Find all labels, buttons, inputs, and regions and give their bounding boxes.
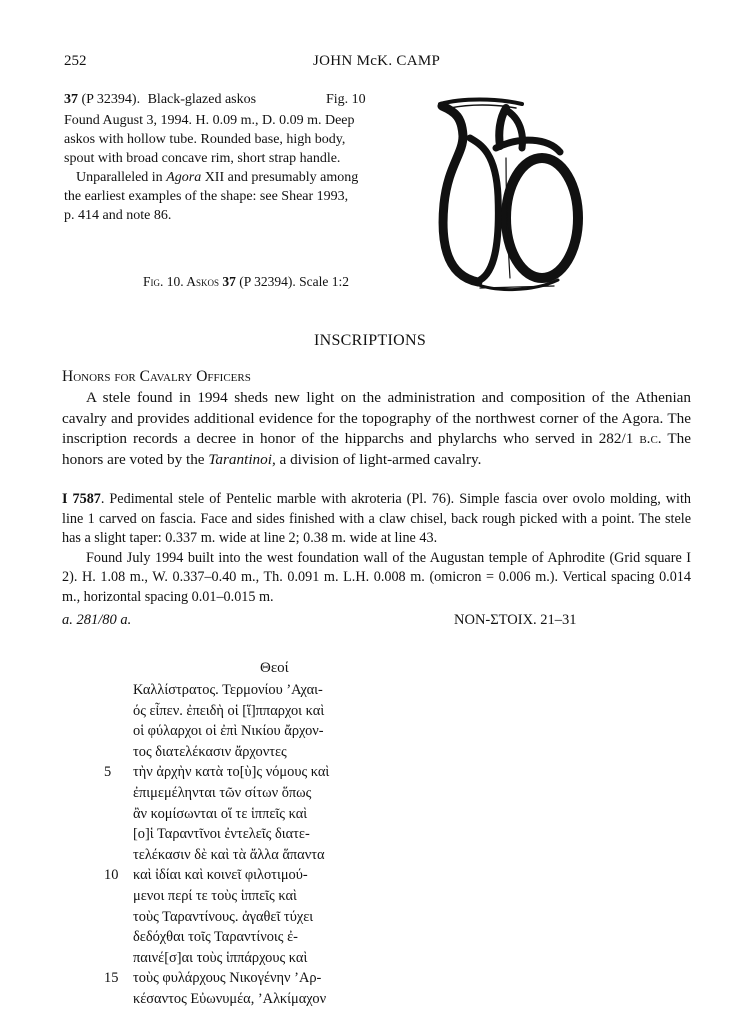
greek-line: καὶ ἰδίαι καὶ κοινεῖ φιλοτιμού-: [133, 867, 308, 884]
stoichedon-note: NON-ΣTOIX. 21–31: [454, 612, 577, 628]
section-subheading: Honors for Cavalry Officers: [62, 368, 251, 385]
catalog-line: [76, 168, 358, 188]
intro-text-b: The honors are voted by the: [62, 430, 691, 468]
greek-line: τος διατελέκασιν ἄρχοντες: [133, 743, 287, 760]
running-title: JOHN McK. CAMP: [313, 53, 441, 69]
greek-line: τελέκασιν δὲ καὶ τὰ ἄλλα ἅπαντα: [133, 846, 325, 863]
greek-heading: Θεοί: [260, 660, 289, 676]
intro-text-c: , a division of light-armed cavalry.: [271, 450, 482, 468]
figure-caption-prefix: Fig. 10. Askos: [143, 274, 223, 289]
inscription-id: I 7587: [62, 491, 101, 507]
fig-ref: Fig. 10: [326, 92, 366, 107]
greek-line: ός εἶπεν. ἐπειδὴ οἱ [ἵ]ππαρχοι καὶ: [133, 702, 325, 719]
askos-neck-right: [499, 108, 506, 146]
catalog-line: Found August 3, 1994. H. 0.09 m., D. 0.09 m. Deep: [64, 113, 355, 128]
catalog-line: askos with hollow tube. Rounded base, high body,: [64, 132, 346, 147]
greek-line: [ο]ἱ Ταραντῖνοι ἐντελεῖς διατε-: [133, 826, 310, 843]
catalog-line: spout with broad concave rim, short strap handle.: [64, 151, 341, 166]
intro-bc: b.c.: [639, 430, 662, 447]
figure-caption-suffix: (P 32394). Scale 1:2: [235, 274, 350, 289]
greek-line: ἂν κομίσωνται οἵ τε ἱππεῖς καὶ: [133, 805, 308, 822]
greek-line: δεδόχθαι τοῖς Ταραντίνοις ἐ-: [133, 929, 298, 946]
intro-tarantinoi: Tarantinoi: [208, 450, 272, 468]
page-number: 252: [64, 53, 87, 69]
catalog-number: 37: [64, 92, 78, 107]
inscription-found: Found July 1994 built into the west foundation wall of the Augustan temple of Aphrodite (Grid square I 2). H. 1.08 m., W. 0.337–0.40 m., Th. 0.091 m. L.H. 0.008 m. (omicron = 0.006 m.). Vertical spacing 0.014 m., horizontal spacing 0.01–0.015 m.: [62, 549, 691, 605]
figure-caption: [143, 274, 349, 290]
line-number: 15: [104, 970, 119, 987]
greek-line: τὴν ἀρχὴν κατὰ το[ὺ]ς νόμους καὶ: [133, 764, 330, 781]
greek-line: ἐπιμεμέληνται τῶν σίτων ὅπως: [133, 785, 312, 801]
intro-text: [62, 388, 691, 470]
intro-text-a: A stele found in 1994 sheds new light on the administration and composition of the Athenian cavalry and provides additional evidence for the topography of the northwest corner of the Agora. The inscription records a decree in honor of the hipparchs and phylarchs who served in 282/1: [62, 389, 691, 447]
catalog-line-text: Unparalleled in: [76, 170, 167, 185]
greek-line: οἱ φύλαρχοι οἱ ἐπὶ Νικίου ἄρχον-: [133, 723, 324, 740]
askos-drawing: [436, 96, 586, 294]
figure-caption-number: 37: [222, 274, 236, 289]
section-heading: INSCRIPTIONS: [314, 332, 427, 349]
date: [62, 612, 131, 629]
greek-line: τοὺς Ταραντίνους. ἀγαθεῖ τύχει: [133, 908, 314, 925]
greek-line: μενοι περί τε τοὺς ἱππεῖς καὶ: [133, 888, 297, 904]
catalog-line-text: XII and presumably among: [201, 170, 359, 185]
catalog-entry-heading: [64, 90, 256, 110]
catalog-title: Black-glazed askos: [147, 92, 257, 107]
inscription-desc-text: [62, 490, 691, 549]
catalog-line-italic: Agora: [166, 170, 202, 185]
inscription-description: [62, 490, 691, 608]
inscription-desc: . Pedimental stele of Pentelic marble with akroteria (Pl. 76). Simple fascia over ovolo molding, with line 1 carved on fascia. Face and sides finished with a claw chisel, back rough picked with a point. The stele has a slight taper: 0.337 m. wide at line 2; 0.38 m. wide at line 43.: [62, 491, 691, 547]
line-number: 10: [104, 867, 119, 884]
line-number: 5: [104, 764, 112, 781]
askos-rim: [440, 100, 522, 105]
intro-paragraph: [62, 388, 691, 470]
greek-line: Καλλίστρατος. Τερμονίου ’Αχαι-: [133, 682, 323, 698]
askos-inner-body: [470, 138, 498, 280]
askos-neck-left: [442, 106, 478, 282]
greek-line: παινέ[σ]αι τοὺς ἱππάρχους καὶ: [133, 949, 308, 966]
greek-line: τοὺς φυλάρχους Νικογένην ’Αρ-: [133, 970, 322, 987]
catalog-line: p. 414 and note 86.: [64, 208, 172, 223]
catalog-line: the earliest examples of the shape: see Shear 1993,: [64, 189, 349, 204]
catalog-inventory: (P 32394).: [81, 92, 141, 107]
date-text: a. 281/80 a.: [62, 612, 132, 628]
askos-ring: [506, 158, 578, 278]
greek-line: κέσαντος Εὐωνυμέα, ’Αλκίμαχον: [133, 991, 327, 1007]
